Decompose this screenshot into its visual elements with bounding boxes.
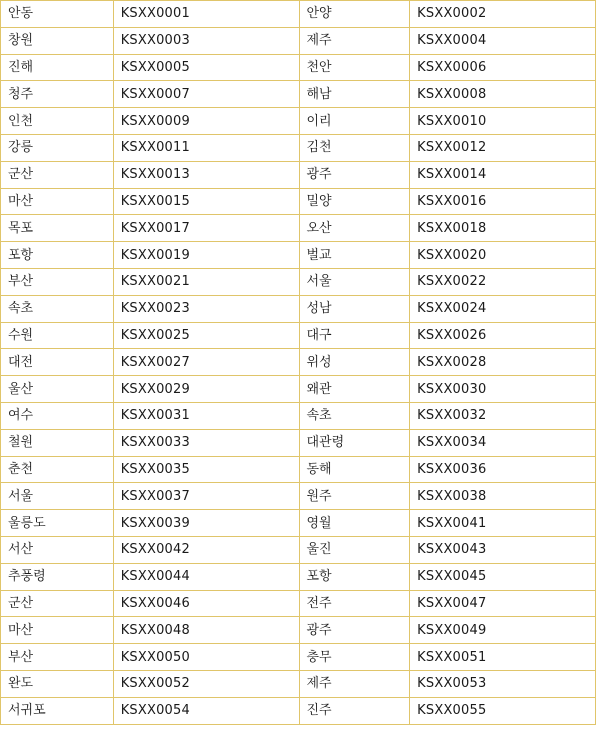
table-row: [1, 54, 596, 81]
city-name-cell: 속초: [299, 402, 410, 429]
city-name-cell: 광주: [299, 161, 410, 188]
table-row: [1, 376, 596, 403]
location-code-cell: KSXX0003: [113, 27, 299, 54]
table-row: [1, 268, 596, 295]
location-code-cell: KSXX0038: [410, 483, 596, 510]
table-row: [1, 1, 596, 28]
table-row: [1, 483, 596, 510]
table-row: [1, 456, 596, 483]
location-code-cell: KSXX0031: [113, 402, 299, 429]
location-code-cell: KSXX0019: [113, 242, 299, 269]
location-code-cell: KSXX0025: [113, 322, 299, 349]
station-code-table-body: [1, 1, 596, 725]
location-code-cell: KSXX0041: [410, 510, 596, 537]
table-row: [1, 697, 596, 724]
location-code-cell: KSXX0007: [113, 81, 299, 108]
city-name-cell: 울릉도: [1, 510, 114, 537]
city-name-cell: 서산: [1, 536, 114, 563]
location-code-cell: KSXX0001: [113, 1, 299, 28]
city-name-cell: 안동: [1, 1, 114, 28]
city-name-cell: 마산: [1, 188, 114, 215]
city-name-cell: 춘천: [1, 456, 114, 483]
city-name-cell: 대구: [299, 322, 410, 349]
table-row: [1, 536, 596, 563]
city-name-cell: 철원: [1, 429, 114, 456]
location-code-cell: KSXX0049: [410, 617, 596, 644]
location-code-cell: KSXX0050: [113, 644, 299, 671]
location-code-cell: KSXX0013: [113, 161, 299, 188]
table-row: [1, 188, 596, 215]
location-code-cell: KSXX0024: [410, 295, 596, 322]
location-code-cell: KSXX0034: [410, 429, 596, 456]
table-row: [1, 563, 596, 590]
city-name-cell: 서귀포: [1, 697, 114, 724]
location-code-cell: KSXX0022: [410, 268, 596, 295]
city-name-cell: 해남: [299, 81, 410, 108]
city-name-cell: 목포: [1, 215, 114, 242]
city-name-cell: 제주: [299, 670, 410, 697]
city-name-cell: 속초: [1, 295, 114, 322]
location-code-cell: KSXX0006: [410, 54, 596, 81]
city-name-cell: 성남: [299, 295, 410, 322]
location-code-cell: KSXX0032: [410, 402, 596, 429]
location-code-cell: KSXX0021: [113, 268, 299, 295]
location-code-cell: KSXX0037: [113, 483, 299, 510]
city-name-cell: 동해: [299, 456, 410, 483]
location-code-cell: KSXX0030: [410, 376, 596, 403]
city-name-cell: 위성: [299, 349, 410, 376]
city-name-cell: 대관령: [299, 429, 410, 456]
city-name-cell: 광주: [299, 617, 410, 644]
city-name-cell: 왜관: [299, 376, 410, 403]
table-row: [1, 429, 596, 456]
location-code-cell: KSXX0026: [410, 322, 596, 349]
location-code-cell: KSXX0018: [410, 215, 596, 242]
location-code-cell: KSXX0012: [410, 134, 596, 161]
location-code-cell: KSXX0008: [410, 81, 596, 108]
location-code-cell: KSXX0009: [113, 108, 299, 135]
location-code-cell: KSXX0036: [410, 456, 596, 483]
city-name-cell: 군산: [1, 590, 114, 617]
table-row: [1, 670, 596, 697]
city-name-cell: 밀양: [299, 188, 410, 215]
city-name-cell: 서울: [299, 268, 410, 295]
location-code-cell: KSXX0043: [410, 536, 596, 563]
location-code-cell: KSXX0046: [113, 590, 299, 617]
city-name-cell: 천안: [299, 54, 410, 81]
city-name-cell: 오산: [299, 215, 410, 242]
city-name-cell: 군산: [1, 161, 114, 188]
table-row: [1, 322, 596, 349]
city-name-cell: 진주: [299, 697, 410, 724]
city-name-cell: 김천: [299, 134, 410, 161]
city-name-cell: 이리: [299, 108, 410, 135]
table-row: [1, 295, 596, 322]
city-name-cell: 울산: [1, 376, 114, 403]
location-code-cell: KSXX0052: [113, 670, 299, 697]
table-row: [1, 215, 596, 242]
city-name-cell: 영월: [299, 510, 410, 537]
city-name-cell: 포항: [299, 563, 410, 590]
city-name-cell: 추풍령: [1, 563, 114, 590]
table-row: [1, 134, 596, 161]
city-name-cell: 안양: [299, 1, 410, 28]
table-row: [1, 108, 596, 135]
location-code-cell: KSXX0054: [113, 697, 299, 724]
city-name-cell: 창원: [1, 27, 114, 54]
location-code-cell: KSXX0028: [410, 349, 596, 376]
table-row: [1, 617, 596, 644]
location-code-cell: KSXX0015: [113, 188, 299, 215]
city-name-cell: 수원: [1, 322, 114, 349]
location-code-cell: KSXX0020: [410, 242, 596, 269]
city-name-cell: 서울: [1, 483, 114, 510]
city-name-cell: 마산: [1, 617, 114, 644]
location-code-cell: KSXX0023: [113, 295, 299, 322]
city-name-cell: 제주: [299, 27, 410, 54]
location-code-cell: KSXX0045: [410, 563, 596, 590]
location-code-cell: KSXX0033: [113, 429, 299, 456]
city-name-cell: 부산: [1, 644, 114, 671]
location-code-cell: KSXX0010: [410, 108, 596, 135]
city-name-cell: 대전: [1, 349, 114, 376]
location-code-cell: KSXX0048: [113, 617, 299, 644]
location-code-cell: KSXX0027: [113, 349, 299, 376]
location-code-cell: KSXX0055: [410, 697, 596, 724]
city-name-cell: 강릉: [1, 134, 114, 161]
table-row: [1, 590, 596, 617]
location-code-cell: KSXX0047: [410, 590, 596, 617]
table-row: [1, 242, 596, 269]
location-code-cell: KSXX0004: [410, 27, 596, 54]
location-code-cell: KSXX0039: [113, 510, 299, 537]
city-name-cell: 완도: [1, 670, 114, 697]
table-row: [1, 27, 596, 54]
location-code-cell: KSXX0042: [113, 536, 299, 563]
table-row: [1, 644, 596, 671]
location-code-cell: KSXX0053: [410, 670, 596, 697]
city-name-cell: 포항: [1, 242, 114, 269]
location-code-cell: KSXX0014: [410, 161, 596, 188]
location-code-cell: KSXX0051: [410, 644, 596, 671]
city-name-cell: 벌교: [299, 242, 410, 269]
location-code-cell: KSXX0035: [113, 456, 299, 483]
location-code-cell: KSXX0044: [113, 563, 299, 590]
city-name-cell: 진해: [1, 54, 114, 81]
city-name-cell: 청주: [1, 81, 114, 108]
city-name-cell: 여수: [1, 402, 114, 429]
city-name-cell: 인천: [1, 108, 114, 135]
city-name-cell: 부산: [1, 268, 114, 295]
location-code-cell: KSXX0002: [410, 1, 596, 28]
table-row: [1, 81, 596, 108]
table-row: [1, 510, 596, 537]
city-name-cell: 울진: [299, 536, 410, 563]
city-name-cell: 충무: [299, 644, 410, 671]
location-code-cell: KSXX0017: [113, 215, 299, 242]
city-name-cell: 전주: [299, 590, 410, 617]
table-row: [1, 161, 596, 188]
location-code-cell: KSXX0011: [113, 134, 299, 161]
table-row: [1, 349, 596, 376]
location-code-cell: KSXX0005: [113, 54, 299, 81]
table-row: [1, 402, 596, 429]
location-code-cell: KSXX0016: [410, 188, 596, 215]
location-code-cell: KSXX0029: [113, 376, 299, 403]
city-name-cell: 원주: [299, 483, 410, 510]
